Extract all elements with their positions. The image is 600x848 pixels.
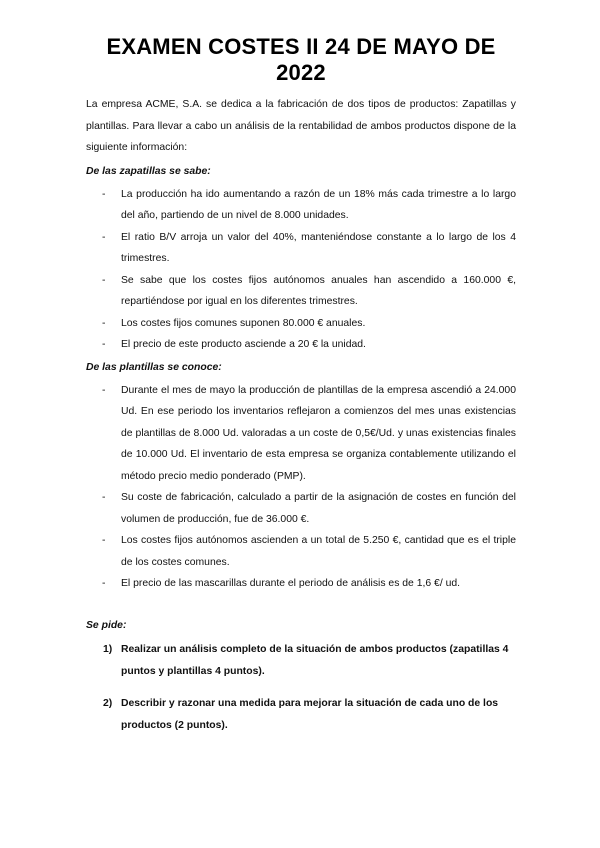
list-item-text: Durante el mes de mayo la producción de plantillas de la empresa ascendió a 24.000 Ud. En ese periodo los inventarios reflejaron a comienzos del mes unas existencias de plantillas de 8.000 Ud. valoradas a un coste de 0,5€/Ud. y unas existencias finales de 10.000 Ud. El inventario de esta empresa se organiza contablemente utilizando el método precio medio ponderado (PMP).	[121, 384, 516, 482]
page-title: EXAMEN COSTES II 24 DE MAYO DE 2022	[106, 34, 496, 85]
list-item-text: La producción ha ido aumentando a razón de un 18% más cada trimestre a lo largo del año, partiendo de un nivel de 8.000 unidades.	[121, 188, 516, 221]
list-item	[86, 184, 516, 227]
dash-bullet: -	[102, 274, 106, 286]
question-item	[86, 693, 516, 737]
dash-bullet: -	[102, 317, 106, 329]
section-spacer	[86, 598, 516, 614]
dash-bullet: -	[102, 231, 106, 243]
list-item	[86, 380, 516, 488]
list-item	[86, 334, 516, 356]
list-item-text: El precio de las mascarillas durante el periodo de análisis es de 1,6 €/ ud.	[121, 578, 461, 589]
questions-list	[86, 639, 516, 737]
list-item-text: Se sabe que los costes fijos autónomos anuales han ascendido a 160.000 €, repartiéndose por igual en los diferentes trimestres.	[121, 274, 516, 307]
list-item	[86, 573, 516, 595]
list-item-text: Los costes fijos autónomos ascienden a un total de 5.250 €, cantidad que es el triple de los costes comunes.	[121, 535, 516, 568]
dash-bullet: -	[102, 535, 106, 546]
se-pide-heading: Se pide:	[86, 619, 127, 631]
question-text: Realizar un análisis completo de la situación de ambos productos (zapatillas 4 puntos y plantillas 4 puntos).	[121, 643, 509, 677]
dash-bullet: -	[102, 339, 106, 350]
plantillas-heading: De las plantillas se conoce:	[86, 361, 222, 373]
list-item	[86, 270, 516, 313]
plantillas-list	[86, 380, 516, 595]
question-item	[86, 639, 516, 683]
list-item	[86, 227, 516, 270]
question-number: 1)	[103, 643, 113, 655]
dash-bullet: -	[102, 492, 106, 503]
list-item	[86, 530, 516, 573]
question-text: Describir y razonar una medida para mejorar la situación de cada uno de los productos (2 puntos).	[121, 697, 499, 731]
list-item	[86, 487, 516, 530]
zapatillas-list	[86, 184, 516, 356]
list-item-text: El ratio B/V arroja un valor del 40%, manteniéndose constante a lo largo de los 4 trimestres.	[121, 231, 516, 264]
dash-bullet: -	[102, 578, 106, 589]
zapatillas-heading: De las zapatillas se sabe:	[86, 165, 211, 177]
list-item-text: El precio de este producto asciende a 20 € la unidad.	[121, 339, 366, 350]
intro-paragraph: La empresa ACME, S.A. se dedica a la fabricación de dos tipos de productos: Zapatillas y plantillas. Para llevar a cabo un análisis de la rentabilidad de ambos productos dispone de la siguiente información:	[86, 99, 516, 153]
list-item-text: Los costes fijos comunes suponen 80.000 € anuales.	[121, 317, 366, 329]
list-item-text: Su coste de fabricación, calculado a partir de la asignación de costes en función del volumen de producción, fue de 36.000 €.	[121, 492, 516, 525]
list-item	[86, 313, 516, 335]
dash-bullet: -	[102, 384, 106, 396]
dash-bullet: -	[102, 188, 106, 200]
question-number: 2)	[103, 697, 113, 709]
